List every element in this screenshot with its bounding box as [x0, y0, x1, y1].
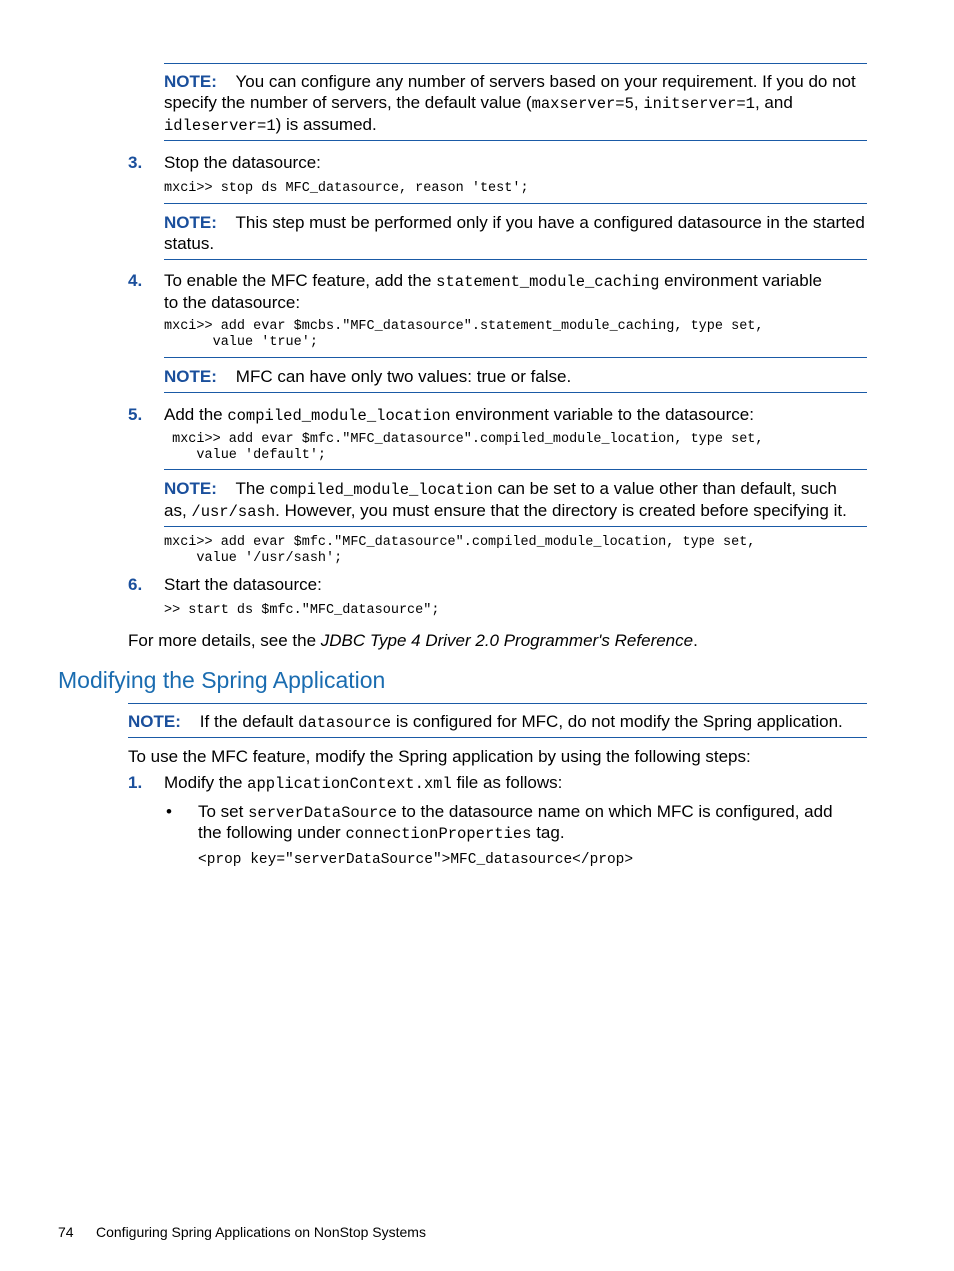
note-text: is configured for MFC, do not modify the Spring application.	[391, 712, 843, 731]
step-text: Start the datasource:	[164, 575, 322, 594]
note-text: specify the number of servers, the default value (	[164, 93, 532, 112]
reference-link[interactable]: JDBC Type 4 Driver 2.0 Programmer's Reference	[320, 631, 694, 650]
step-text-part: Add the	[164, 405, 228, 424]
note-top-rule	[164, 357, 867, 358]
step-text-part: Modify the	[164, 773, 248, 792]
bullet-icon: •	[166, 802, 172, 821]
note-text: MFC can have only two values: true or false.	[235, 367, 572, 386]
note-label: NOTE:	[164, 72, 217, 91]
footer-title: Configuring Spring Applications on NonStop Systems	[96, 1224, 426, 1240]
note-line	[164, 478, 837, 501]
page-number: 74	[58, 1224, 74, 1240]
step-text-part: To enable the MFC feature, add the	[164, 271, 437, 290]
step-number: 4.	[128, 271, 143, 290]
code-block: <prop key="serverDataSource">MFC_datasource</prop>	[198, 852, 634, 868]
inline-code: datasource	[298, 714, 392, 732]
note-line	[164, 92, 793, 115]
note-line	[164, 114, 377, 137]
note-text: ,	[633, 93, 644, 112]
inline-code: idleserver=1	[164, 117, 276, 135]
code-line: value 'default';	[164, 448, 327, 463]
note-label: NOTE:	[164, 213, 217, 232]
note-top-rule	[164, 63, 867, 64]
inline-code: initserver=1	[643, 95, 755, 113]
note-line	[164, 71, 856, 92]
note-bottom-rule	[164, 259, 867, 260]
step-text-part: environment variable to the datasource:	[450, 405, 754, 424]
bullet-text-part: To set	[198, 802, 249, 821]
note-text: ) is assumed.	[275, 115, 377, 134]
step-text-part: file as follows:	[451, 773, 563, 792]
inline-code: maxserver=5	[531, 95, 634, 113]
section-heading: Modifying the Spring Application	[58, 667, 386, 693]
step-number: 1.	[128, 773, 143, 792]
code-block: mxci>> stop ds MFC_datasource, reason 'test';	[164, 181, 529, 196]
body-text: For more details, see the	[128, 631, 321, 650]
code-line: mxci>> add evar $mcbs."MFC_datasource".statement_module_caching, type set,	[164, 319, 764, 334]
inline-code: applicationContext.xml	[247, 775, 452, 793]
note-line	[164, 212, 865, 233]
note-label: NOTE:	[128, 712, 181, 731]
intro-text: To use the MFC feature, modify the Spring application by using the following steps:	[128, 747, 751, 766]
code-block: >> start ds $mfc."MFC_datasource";	[164, 603, 440, 618]
step-text	[164, 772, 562, 795]
note-text: You can configure any number of servers based on your requirement. If you do not	[235, 72, 856, 91]
bullet-text-part: the following under	[198, 823, 346, 842]
bullet-text-part: to the datasource name on which MFC is configured, add	[396, 802, 833, 821]
note-text: The	[235, 479, 270, 498]
inline-code: connectionProperties	[345, 825, 532, 843]
inline-code: statement_module_caching	[436, 273, 660, 291]
note-text: status.	[164, 234, 215, 253]
note-label: NOTE:	[164, 479, 217, 498]
note-top-rule	[164, 469, 867, 470]
note-text: can be set to a value other than default, such	[492, 479, 837, 498]
bullet-text	[198, 801, 833, 824]
note-text: as,	[164, 501, 192, 520]
step-text	[164, 404, 754, 427]
step-number: 5.	[128, 405, 143, 424]
inline-code: serverDataSource	[248, 804, 397, 822]
note-text: This step must be performed only if you have a configured datasource in the started	[235, 213, 865, 232]
note-bottom-rule	[128, 737, 867, 738]
note-text: , and	[754, 93, 793, 112]
note-line	[128, 711, 843, 734]
note-top-rule	[164, 203, 867, 204]
code-line: mxci>> add evar $mfc."MFC_datasource".compiled_module_location, type set,	[164, 535, 756, 550]
bullet-text	[198, 822, 565, 845]
step-number: 6.	[128, 575, 143, 594]
note-bottom-rule	[164, 392, 867, 393]
code-line: value 'true';	[164, 335, 318, 350]
step-text-part: environment variable	[659, 271, 822, 290]
note-text: If the default	[199, 712, 299, 731]
note-line	[164, 366, 571, 387]
bullet-text-part: tag.	[531, 823, 565, 842]
step-number: 3.	[128, 153, 143, 172]
note-text: . However, you must ensure that the directory is created before specifying it.	[275, 501, 847, 520]
code-line: mxci>> add evar $mfc."MFC_datasource".compiled_module_location, type set,	[164, 432, 764, 447]
inline-code: compiled_module_location	[269, 481, 493, 499]
note-bottom-rule	[164, 526, 867, 527]
inline-code: compiled_module_location	[227, 407, 451, 425]
more-details	[128, 630, 698, 651]
step-text: Stop the datasource:	[164, 153, 321, 172]
note-bottom-rule	[164, 140, 867, 141]
inline-code: /usr/sash	[191, 503, 276, 521]
note-line	[164, 500, 847, 523]
body-text: .	[693, 631, 698, 650]
note-label: NOTE:	[164, 367, 217, 386]
code-line: value '/usr/sash';	[164, 551, 343, 566]
step-text	[164, 270, 822, 293]
note-top-rule	[128, 703, 867, 704]
step-text: to the datasource:	[164, 293, 301, 312]
